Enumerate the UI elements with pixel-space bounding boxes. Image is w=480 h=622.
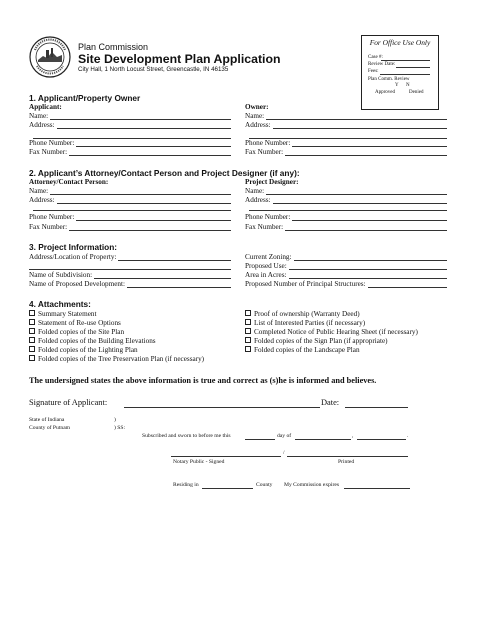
printed-label: Printed: [338, 459, 355, 465]
applicant-phone-field[interactable]: Phone Number:: [29, 139, 231, 148]
section3-heading: 3. Project Information:: [29, 242, 118, 252]
checkbox[interactable]: [29, 319, 35, 325]
county-word: County: [256, 482, 273, 488]
review-date-label: Review Date:: [368, 62, 396, 67]
designer-phone-field[interactable]: Phone Number:: [245, 213, 447, 222]
checkbox[interactable]: [245, 337, 251, 343]
signature-line[interactable]: [124, 407, 320, 408]
checkbox[interactable]: [29, 355, 35, 361]
page-title: Site Development Plan Application: [78, 52, 281, 66]
checkbox[interactable]: [245, 310, 251, 316]
notary-signed-line[interactable]: [171, 456, 281, 457]
applicant-name-field[interactable]: Name:: [29, 112, 231, 121]
attachment-item[interactable]: Statement of Re-use Options: [29, 319, 121, 328]
notary-signed-label: Notary Public - Signed: [173, 459, 225, 465]
section1-heading: 1. Applicant/Property Owner: [29, 93, 141, 103]
date-label: Date:: [321, 398, 340, 407]
residing-label: Residing in: [173, 482, 199, 488]
month-line[interactable]: [295, 439, 351, 440]
area-acres-field[interactable]: Area in Acres:: [245, 271, 447, 280]
office-use-box: [361, 35, 439, 110]
proposed-use-field[interactable]: Proposed Use:: [245, 262, 447, 271]
checkbox[interactable]: [29, 310, 35, 316]
attachment-item[interactable]: Folded copies of the Building Elevations: [29, 337, 156, 346]
checkbox[interactable]: [245, 319, 251, 325]
checkbox[interactable]: [245, 328, 251, 334]
state-label: State of Indiana: [29, 417, 65, 423]
denied-label: Denied: [409, 90, 424, 95]
attorney-name-field[interactable]: Name:: [29, 187, 231, 196]
county-label: County of Putnam: [29, 425, 71, 431]
applicant-fax-field[interactable]: Fax Number:: [29, 148, 231, 157]
certification-statement: The undersigned states the above information is true and correct as (s)he is informed and believes.: [29, 376, 377, 385]
plan-comm-label: Plan Comm. Review: [368, 77, 410, 82]
attachment-item[interactable]: Completed Notice of Public Hearing Sheet (if necessary): [245, 328, 418, 337]
designer-name-field[interactable]: Name:: [245, 187, 447, 196]
approved-label: Approved: [375, 90, 395, 95]
owner-name-field[interactable]: Name:: [245, 112, 447, 121]
no-label: N: [406, 83, 410, 88]
designer-address-field[interactable]: Address:: [245, 196, 447, 205]
principal-structures-field[interactable]: Proposed Number of Principal Structures:: [245, 280, 447, 289]
applicant-address-field[interactable]: Address:: [29, 121, 231, 130]
subdivision-field[interactable]: Name of Subdivision:: [29, 271, 231, 280]
residing-line[interactable]: [202, 488, 253, 489]
commission-label: My Commission expires: [284, 482, 340, 488]
subscribed-text: Subscribed and sworn to before me this: [142, 433, 231, 439]
applicant-header: Applicant:: [29, 103, 62, 111]
day-line[interactable]: [245, 439, 275, 440]
current-zoning-field[interactable]: Current Zoning:: [245, 253, 447, 262]
attachment-item[interactable]: List of Interested Parties (if necessary): [245, 319, 365, 328]
attachment-item[interactable]: Folded copies of the Site Plan: [29, 328, 124, 337]
slash-text: /: [283, 450, 285, 456]
checkbox[interactable]: [29, 346, 35, 352]
case-label: Case #:: [368, 55, 383, 60]
notary-printed-line[interactable]: [287, 456, 408, 457]
owner-phone-field[interactable]: Phone Number:: [245, 139, 447, 148]
section4-heading: 4. Attachments:: [29, 299, 91, 309]
attorney-address-line2[interactable]: [33, 210, 231, 211]
attachment-item[interactable]: Summary Statement: [29, 310, 97, 319]
owner-fax-field[interactable]: Fax Number:: [245, 148, 447, 157]
header-address: City Hall, 1 North Locust Street, Greencastle, IN 46135: [78, 66, 229, 73]
attorney-address-field[interactable]: Address:: [29, 196, 231, 205]
org-name: Plan Commission: [78, 42, 149, 52]
signature-label: Signature of Applicant:: [29, 398, 108, 407]
designer-address-line2[interactable]: [249, 210, 447, 211]
commission-line[interactable]: [344, 488, 410, 489]
yes-label: Y: [395, 83, 399, 88]
designer-header: Project Designer:: [245, 178, 299, 186]
city-seal: [29, 36, 71, 78]
comma-text: ,: [352, 433, 354, 439]
period-text: .: [407, 433, 409, 439]
attorney-phone-field[interactable]: Phone Number:: [29, 213, 231, 222]
fees-label: Fees:: [368, 69, 379, 74]
attorney-fax-field[interactable]: Fax Number:: [29, 223, 231, 232]
proposed-development-field[interactable]: Name of Proposed Development:: [29, 280, 231, 289]
year-line[interactable]: [357, 439, 406, 440]
property-address-field[interactable]: Address/Location of Property:: [29, 253, 231, 262]
attachment-item[interactable]: Folded copies of the Lighting Plan: [29, 346, 138, 355]
owner-header: Owner:: [245, 103, 269, 111]
attorney-header: Attorney/Contact Person:: [29, 178, 109, 186]
section2-heading: 2. Applicant’s Attorney/Contact Person and Project Designer (if any):: [29, 168, 300, 178]
attachment-item[interactable]: Proof of ownership (Warranty Deed): [245, 310, 360, 319]
office-box-title: For Office Use Only: [369, 38, 431, 47]
state-paren: ): [114, 417, 116, 423]
attachment-item[interactable]: Folded copies of the Sign Plan (if appropriate): [245, 337, 388, 346]
checkbox[interactable]: [29, 328, 35, 334]
designer-fax-field[interactable]: Fax Number:: [245, 223, 447, 232]
day-of-text: day of: [277, 433, 292, 439]
date-line[interactable]: [345, 407, 408, 408]
attachment-item[interactable]: Folded copies of the Tree Preservation Plan (if necessary): [29, 355, 204, 364]
property-address-line2[interactable]: [29, 269, 231, 270]
owner-address-field[interactable]: Address:: [245, 121, 447, 130]
checkbox[interactable]: [245, 346, 251, 352]
checkbox[interactable]: [29, 337, 35, 343]
attachment-item[interactable]: Folded copies of the Landscape Plan: [245, 346, 360, 355]
ss-label: ) SS:: [114, 425, 126, 431]
